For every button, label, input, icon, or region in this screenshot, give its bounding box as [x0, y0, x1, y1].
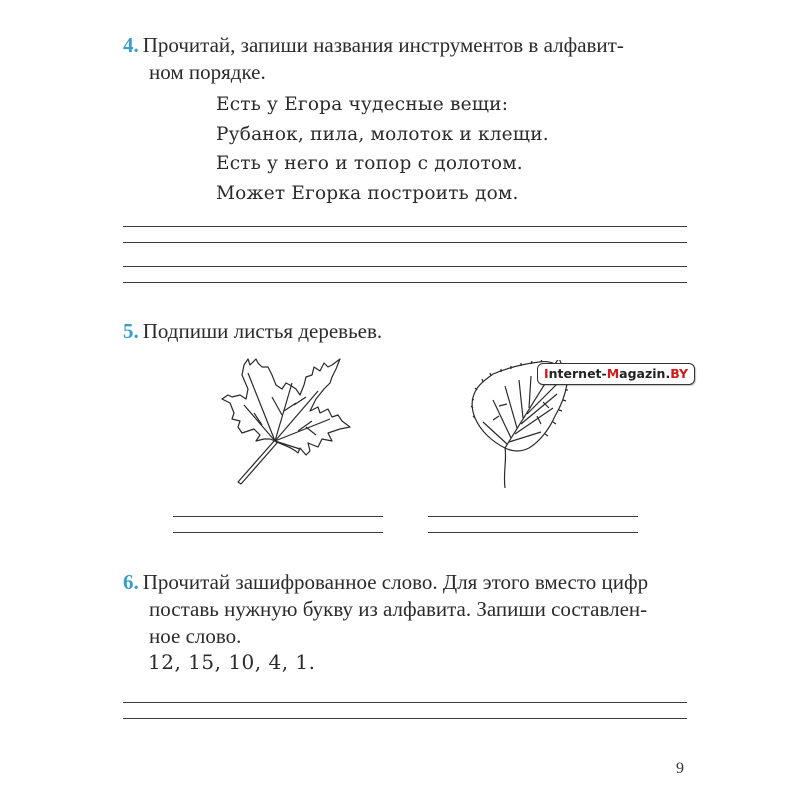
watermark-internet-magazin: Internet-Magazin.BY	[537, 363, 695, 385]
task-4-number: 4.	[123, 33, 139, 57]
answer-line[interactable]	[123, 282, 687, 283]
poem-line: Рубанок, пила, молоток и клещи.	[216, 123, 549, 145]
task-4-text-line2: ном порядке.	[149, 60, 266, 84]
task-6-number: 6.	[123, 570, 139, 594]
answer-line[interactable]	[123, 242, 687, 243]
answer-line[interactable]	[123, 702, 687, 703]
task-4-text-line1: Прочитай, запиши названия инструментов в алфавит-	[142, 33, 624, 57]
task-5-number: 5.	[123, 319, 139, 343]
task-4-instruction	[123, 32, 624, 86]
cipher-code: 12, 15, 10, 4, 1.	[148, 650, 316, 674]
task-6-text-line1: Прочитай зашифрованное слово. Для этого вместо цифр	[142, 570, 649, 594]
task-5-text: Подпиши листья деревьев.	[142, 319, 383, 343]
answer-line-maple[interactable]	[173, 532, 383, 533]
answer-line-birch[interactable]	[428, 516, 638, 517]
answer-line[interactable]	[123, 718, 687, 719]
task-6-instruction	[123, 569, 648, 650]
page-number: 9	[676, 760, 684, 777]
poem-line: Может Егорка построить дом.	[216, 182, 519, 204]
maple-leaf-icon	[220, 355, 360, 490]
poem	[216, 90, 549, 208]
poem-line: Есть у него и топор с долотом.	[216, 153, 523, 174]
task-6-text-line2: поставь нужную букву из алфавита. Запиши составлен-	[149, 597, 648, 621]
task-6-text-line3: ное слово.	[149, 624, 242, 648]
answer-line[interactable]	[123, 266, 687, 267]
answer-line-maple[interactable]	[173, 516, 383, 517]
poem-line: Есть у Егора чудесные вещи:	[216, 94, 509, 115]
answer-line[interactable]	[123, 226, 687, 227]
answer-line-birch[interactable]	[428, 532, 638, 533]
task-5-instruction	[123, 318, 382, 345]
